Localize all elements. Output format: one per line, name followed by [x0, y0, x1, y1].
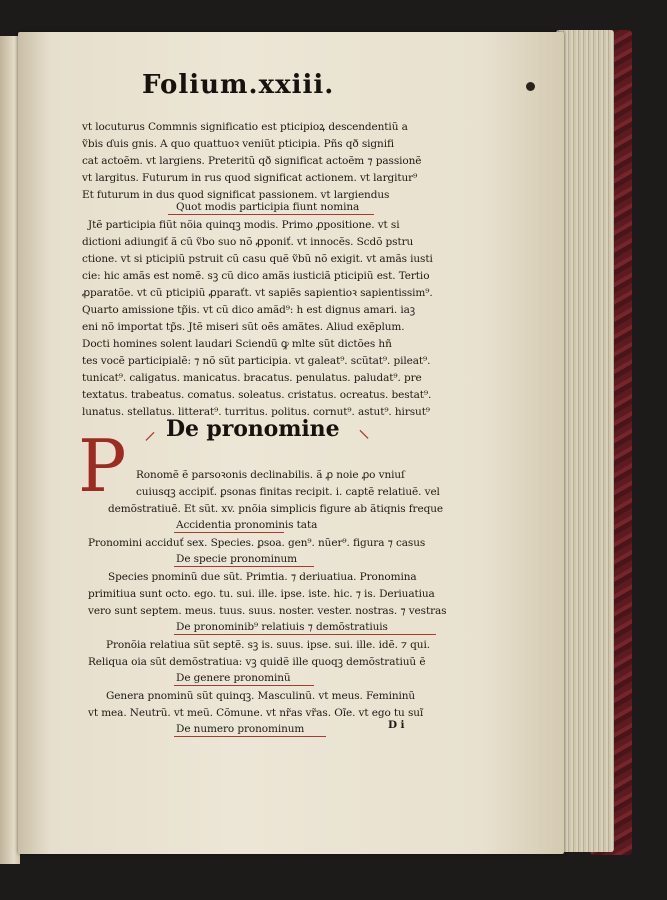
rubric-flourish-icon: ⸍ [144, 427, 156, 455]
subheading: Quot modis participia fiunt nomina [176, 201, 360, 213]
previous-page-edge [0, 36, 20, 864]
subheading: De numero pronominum [176, 723, 305, 735]
text-line: Quarto amissione tp̃is. vt cũ dico amãd⁹: h est dignus amari. iaꝫ [82, 304, 416, 316]
text-line: vt locuturus Commnis significatio est pticipioꝝ descendentiũ a [82, 121, 408, 133]
subheading: De pronominib⁹ relatiuis ⁊ demõstratiuis [176, 621, 388, 633]
section-title: De pronomine [166, 416, 340, 442]
text-line: Ronomẽ ẽ parsoꝛonis declinabilis. ã ꝓ noie ꝓo vniuſ [136, 469, 405, 481]
rubric-flourish-icon: ⸌ [358, 425, 370, 453]
text-line: cat actoẽm. vt largiens. Preteritũ qð significat actoẽm ⁊ passionẽ [82, 155, 422, 167]
text-line: textatus. trabeatus. comatus. soleatus. cristatus. ocreatus. bestat⁹. [82, 389, 432, 401]
subheading: Accidentia pronominis tata [176, 519, 318, 531]
red-rule [174, 566, 314, 567]
page-block-edge [556, 30, 614, 852]
red-rule [174, 532, 284, 533]
text-line: tes vocẽ participialẽ: ⁊ nõ sũt participia. vt galeat⁹. scũtat⁹. pileat⁹. [82, 355, 431, 367]
text-line: cie: hic amãs est nomẽ. sꝫ cũ dico amãs iusticiã pticipiũ est. Tertio [82, 270, 430, 282]
red-rule [174, 736, 326, 737]
decorated-initial: P [78, 424, 127, 508]
text-line: ꝓparatõe. vt cũ pticipiũ ꝓparaťt. vt sapiẽs sapientioꝛ sapientissim⁹. [82, 287, 433, 299]
text-line: lunatus. stellatus. litterat⁹. turritus. politus. cornut⁹. astut⁹. hirsut⁹ [82, 406, 430, 418]
text-line: Pronomini acciduť sex. Species. ꝑsoa. gen⁹. nũer⁹. figura ⁊ casus [88, 537, 426, 549]
text-line: vt largitus. Futurum in rus quod significat actionem. vt largitur⁹ [82, 172, 418, 184]
red-rule [168, 214, 374, 215]
text-line: Genera pnominũ sũt quinqꝫ. Masculinũ. vt meus. Femininũ [106, 690, 416, 702]
text-line: Docti homines solent laudari Sciendũ ꝙ mlte sũt dictões hñ [82, 338, 392, 350]
text-line: dictioni adiungiť ã cũ ṽbo suo nõ ꝓponiť. vt innocẽs. Scdõ pstru [82, 236, 414, 248]
text-line: primitiua sunt octo. ego. tu. sui. ille. ipse. iste. hic. ⁊ is. Deriuatiua [88, 588, 435, 600]
text-line: demõstratiuẽ. Et sũt. xv. pnõia simplicis figure ab ãtiqnis freque [108, 503, 443, 515]
text-line: ṽbis ɗuis gnis. A quo quattuoꝛ veniũt pticipia. Pñs qð signifi [82, 138, 395, 150]
text-line: tunicat⁹. caligatus. manicatus. bracatus. penulatus. paludat⁹. pre [82, 372, 422, 384]
text-line: ctione. vt si pticipiũ pstruit cũ casu quẽ ṽbũ nõ exigit. vt amãs iusti [82, 253, 433, 265]
subheading: De specie pronominum [176, 553, 298, 565]
text-line: Pronõia relatiua sũt septẽ. sꝫ is. suus. ipse. sui. ille. idẽ. ⁊ qui. [106, 639, 430, 651]
text-line: vt mea. Neutrũ. vt meũ. Cõmune. vt nr̃as vr̃as. Oĩe. vt ego tu suĩ [88, 707, 424, 719]
text-line: cuiusqꝫ accipiť. ꝑsonas finitas recipit. i. captẽ relatiuẽ. vel [136, 486, 440, 498]
text-line: eni nõ importat tp̃s. Jtẽ miseri sũt oẽs amãtes. Aliud exẽplum. [82, 321, 405, 333]
text-line: Et futurum in dus quod significat passionem. vt largiendus [82, 189, 390, 201]
text-line: Species pnominũ due sũt. Primtia. ⁊ deriuatiua. Pronomina [108, 571, 417, 583]
text-line: Reliqua oia sũt demõstratiua: vꝫ quidẽ ille quoqꝫ demõstratiuũ ẽ [88, 656, 426, 668]
text-line: vero sunt septem. meus. tuus. suus. noster. vester. nostras. ⁊ vestras [88, 605, 447, 617]
signature-mark: D i [388, 719, 405, 731]
folio-heading: Folium.xxiii. [142, 70, 335, 100]
red-rule [174, 685, 314, 686]
text-line: Jtẽ participia fiũt nõia quinqꝫ modis. Primo ꝓpositione. vt si [88, 219, 400, 231]
red-rule [174, 634, 436, 635]
ink-spot [526, 82, 535, 91]
subheading: De genere pronominũ [176, 672, 291, 684]
book-page [18, 32, 564, 854]
